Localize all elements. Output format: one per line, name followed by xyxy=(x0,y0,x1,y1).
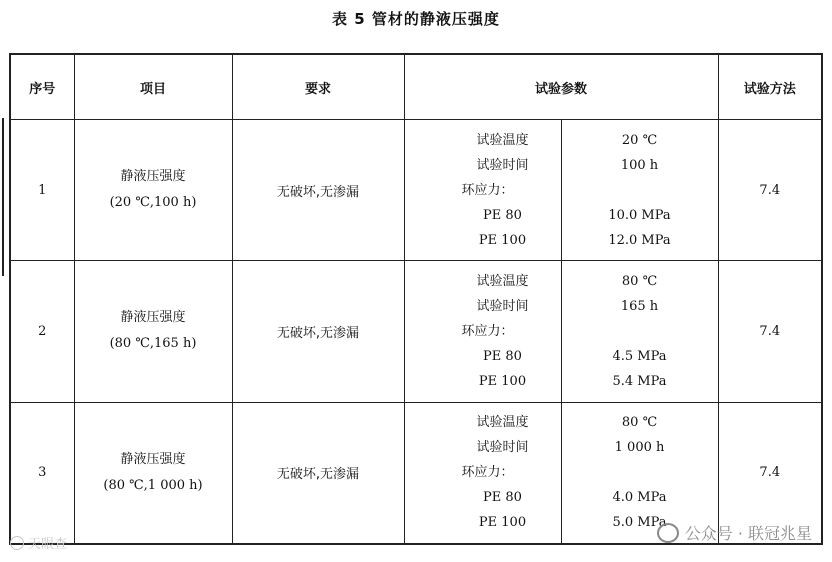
param-value: 100 h xyxy=(620,157,659,173)
param-name: 试验时间 xyxy=(476,157,529,173)
param-name: 试验温度 xyxy=(476,415,529,431)
cell-param-values xyxy=(561,261,718,402)
cell-no: 2 xyxy=(10,261,74,402)
param-name: 环应力： xyxy=(461,323,514,339)
cell-param-names xyxy=(404,120,561,261)
watermark-logo-icon xyxy=(10,536,24,550)
param-name: PE 80 xyxy=(483,348,522,364)
param-value: 80 ℃ xyxy=(621,273,658,289)
cell-item xyxy=(74,261,232,402)
cell-param-names xyxy=(404,402,561,544)
table-row xyxy=(10,120,822,261)
param-name: PE 80 xyxy=(483,490,522,506)
header-no: 序号 xyxy=(10,54,74,120)
item-name: 静液压强度 xyxy=(120,169,186,185)
param-value xyxy=(562,178,718,203)
table-row xyxy=(10,261,822,402)
item-name: 静液压强度 xyxy=(120,451,186,467)
header-method: 试验方法 xyxy=(718,54,822,120)
cell-item xyxy=(74,402,232,544)
param-value: 5.0 MPa xyxy=(612,515,667,531)
param-name: 试验时间 xyxy=(476,440,529,456)
cell-param-values xyxy=(561,120,718,261)
param-value: 4.0 MPa xyxy=(612,490,667,506)
param-name: PE 100 xyxy=(478,515,527,531)
param-name: PE 100 xyxy=(478,232,527,248)
watermark-left-text: 天眼查 xyxy=(28,537,68,552)
cell-no: 1 xyxy=(10,120,74,261)
param-value xyxy=(562,460,718,485)
param-value: 5.4 MPa xyxy=(612,373,667,389)
watermark-right-text: 公众号 · 联冠兆星 xyxy=(684,524,812,543)
item-condition: (80 ℃,165 h) xyxy=(109,336,197,352)
param-name: PE 80 xyxy=(483,207,522,223)
param-value: 20 ℃ xyxy=(621,132,658,148)
cell-requirement: 无破坏,无渗漏 xyxy=(232,402,404,544)
wechat-icon xyxy=(657,523,679,543)
item-condition: (80 ℃,1 000 h) xyxy=(103,477,203,493)
param-name: 环应力： xyxy=(461,465,514,481)
cell-item xyxy=(74,120,232,261)
param-name: 环应力： xyxy=(461,182,514,198)
param-value: 165 h xyxy=(620,298,659,314)
cell-requirement: 无破坏,无渗漏 xyxy=(232,261,404,402)
table-caption: 表 5 管材的静液压强度 xyxy=(332,10,500,28)
param-name: 试验时间 xyxy=(476,298,529,314)
param-name: PE 100 xyxy=(478,373,527,389)
header-item: 项目 xyxy=(74,54,232,120)
cell-method: 7.4 xyxy=(718,261,822,402)
param-value: 4.5 MPa xyxy=(612,348,667,364)
param-value xyxy=(562,319,718,344)
watermark-right xyxy=(657,521,812,544)
header-requirement: 要求 xyxy=(232,54,404,120)
item-condition: (20 ℃,100 h) xyxy=(109,195,197,211)
cell-param-names xyxy=(404,261,561,402)
item-name: 静液压强度 xyxy=(120,310,186,326)
spec-table xyxy=(9,53,823,545)
param-value: 10.0 MPa xyxy=(608,207,671,223)
param-name: 试验温度 xyxy=(476,132,529,148)
param-value: 80 ℃ xyxy=(621,415,658,431)
cell-method: 7.4 xyxy=(718,402,822,544)
param-name: 试验温度 xyxy=(476,273,529,289)
param-value: 1 000 h xyxy=(614,440,665,456)
margin-bar xyxy=(2,118,4,276)
watermark-left xyxy=(10,533,67,552)
header-row xyxy=(10,54,822,120)
param-value: 12.0 MPa xyxy=(608,232,671,248)
cell-no: 3 xyxy=(10,402,74,544)
header-params: 试验参数 xyxy=(404,54,718,120)
cell-method: 7.4 xyxy=(718,120,822,261)
cell-requirement: 无破坏,无渗漏 xyxy=(232,120,404,261)
